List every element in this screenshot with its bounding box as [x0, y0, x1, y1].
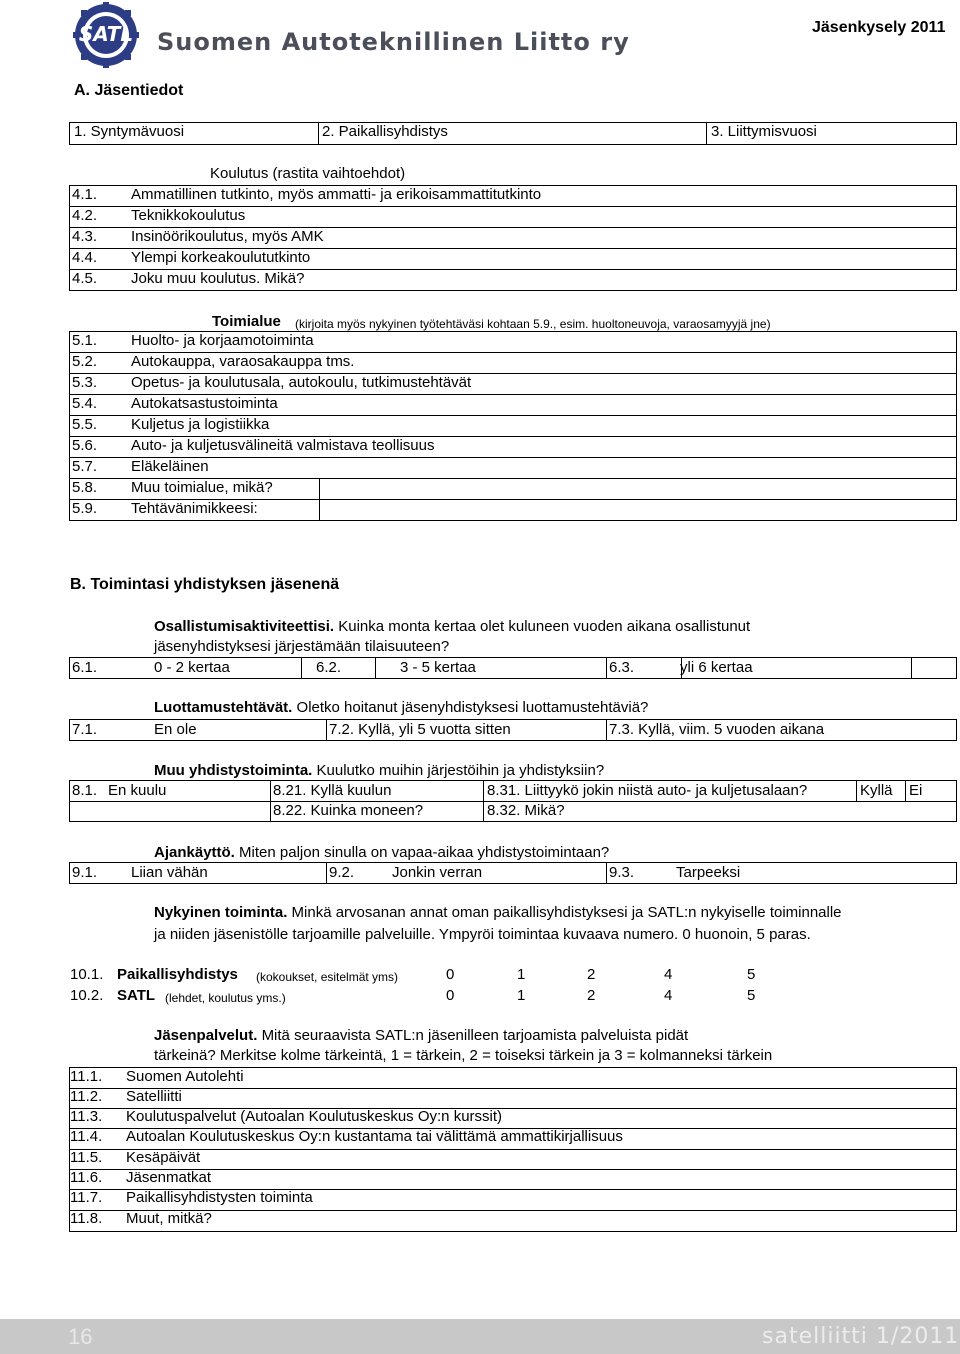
rating-row-num: 10.2.: [70, 987, 104, 1004]
service-item-num: 11.3.: [70, 1108, 103, 1125]
q8-yes[interactable]: Kyllä: [860, 782, 893, 799]
service-item-num: 11.7.: [70, 1189, 103, 1206]
service-item-label[interactable]: Autoalan Koulutuskeskus Oy:n kustantama tai välittämä ammattikirjallisuus: [126, 1128, 623, 1145]
education-item-label[interactable]: Insinöörikoulutus, myös AMK: [131, 228, 324, 245]
rating-option[interactable]: 5: [747, 966, 756, 983]
q8-opt31: 8.31. Liittyykö jokin niistä auto- ja kuljetusalaan?: [487, 782, 808, 799]
industry-item-num: 5.5.: [72, 416, 98, 433]
q7-opt3[interactable]: 7.3. Kyllä, viim. 5 vuoden aikana: [609, 721, 825, 738]
q6-opt1-label[interactable]: 0 - 2 kertaa: [154, 659, 230, 676]
q8-opt32[interactable]: 8.32. Mikä?: [487, 802, 565, 819]
q7-opt1[interactable]: En ole: [154, 721, 197, 738]
industry-item-label[interactable]: Kuljetus ja logistiikka: [131, 416, 270, 433]
industry-item-num: 5.1.: [72, 332, 98, 349]
industry-title: Toimialue: [212, 313, 281, 330]
rating-option[interactable]: 2: [587, 966, 596, 983]
q10-text: ja niiden jäsenistölle tarjoamille palveluille. Ympyröi toimintaa kuvaava numero. 0 huonoin, 5 paras.: [154, 926, 811, 943]
rating-option[interactable]: 1: [517, 966, 526, 983]
industry-item-num: 5.3.: [72, 374, 98, 391]
industry-item-num: 5.6.: [72, 437, 98, 454]
industry-note: (kirjoita myös nykyinen työtehtäväsi kohtaan 5.9., esim. huoltoneuvoja, varaosamyyjä jne): [295, 317, 771, 331]
service-item-num: 11.2.: [70, 1088, 103, 1105]
rating-option[interactable]: 1: [517, 987, 526, 1004]
local-association-field[interactable]: 2. Paikallisyhdistys: [322, 123, 448, 140]
rating-row-name: Paikallisyhdistys: [117, 966, 238, 983]
service-item-label[interactable]: Satelliitti: [126, 1088, 182, 1105]
q9-opt3-label[interactable]: Tarpeeksi: [676, 864, 741, 881]
q6-opt2-num: 6.2.: [316, 659, 342, 676]
industry-item-num: 5.9.: [72, 500, 98, 517]
section-a-heading: A. Jäsentiedot: [74, 82, 184, 99]
education-item-label[interactable]: Ylempi korkeakoulututkinto: [131, 249, 311, 266]
education-item-label[interactable]: Ammatillinen tutkinto, myös ammatti- ja erikoisammattitutkinto: [131, 186, 542, 203]
rating-row-note: (lehdet, koulutus yms.): [165, 991, 286, 1005]
q9-opt2-num: 9.2.: [329, 864, 355, 881]
q7-num: 7.1.: [72, 721, 98, 738]
education-item-num: 4.5.: [72, 270, 98, 287]
q8-no[interactable]: Ei: [909, 782, 923, 799]
rating-row-num: 10.1.: [70, 966, 104, 983]
industry-item-label[interactable]: Huolto- ja korjaamotoiminta: [131, 332, 314, 349]
q8-opt22[interactable]: 8.22. Kuinka moneen?: [273, 802, 424, 819]
q8-title: Muu yhdistystoiminta. Kuulutko muihin järjestöihin ja yhdistyksiin?: [154, 762, 605, 779]
service-item-label[interactable]: Kesäpäivät: [126, 1149, 201, 1166]
service-item-label[interactable]: Suomen Autolehti: [126, 1068, 244, 1085]
q6-text: jäsenyhdistyksesi järjestämään tilaisuuteen?: [154, 638, 450, 655]
survey-label: Jäsenkysely 2011: [812, 19, 946, 36]
basic-info-row: [69, 122, 957, 145]
industry-item-num: 5.7.: [72, 458, 98, 475]
rating-option[interactable]: 2: [587, 987, 596, 1004]
rating-option[interactable]: 4: [664, 987, 673, 1004]
industry-item-label[interactable]: Opetus- ja koulutusala, autokoulu, tutkimustehtävät: [131, 374, 472, 391]
education-item-num: 4.2.: [72, 207, 98, 224]
service-item-num: 11.5.: [70, 1149, 103, 1166]
satl-logo: [68, 2, 144, 68]
q6-opt1-num: 6.1.: [72, 659, 98, 676]
service-item-label[interactable]: Jäsenmatkat: [126, 1169, 212, 1186]
q6-title: Osallistumisaktiviteettisi. Kuinka monta kertaa olet kuluneen vuoden aikana osallistunut: [154, 618, 751, 635]
rating-option[interactable]: 5: [747, 987, 756, 1004]
q7-title: Luottamustehtävät. Oletko hoitanut jäsenyhdistyksesi luottamustehtäviä?: [154, 699, 649, 716]
service-item-num: 11.6.: [70, 1169, 103, 1186]
q6-opt2-label[interactable]: 3 - 5 kertaa: [400, 659, 476, 676]
q11-title: Jäsenpalvelut. Mitä seuraavista SATL:n jäsenilleen tarjoamista palveluista pidät: [154, 1027, 689, 1044]
education-title: Koulutus (rastita vaihtoehdot): [210, 165, 406, 182]
q10-title: Nykyinen toiminta. Minkä arvosanan annat oman paikallisyhdistyksesi ja SATL:n nykyiselle toiminnalle: [154, 904, 842, 921]
q9-opt1-num: 9.1.: [72, 864, 98, 881]
service-item-label[interactable]: Koulutuspalvelut (Autoalan Koulutuskeskus Oy:n kurssit): [126, 1108, 503, 1125]
industry-item-label[interactable]: Auto- ja kuljetusvälineitä valmistava teollisuus: [131, 437, 435, 454]
header-title: Suomen Autoteknillinen Liitto ry: [157, 28, 630, 56]
q6-opt3-num: 6.3.: [609, 659, 635, 676]
joining-year-field[interactable]: 3. Liittymisvuosi: [711, 123, 817, 140]
service-item-num: 11.1.: [70, 1068, 103, 1085]
q9-opt3-num: 9.3.: [609, 864, 635, 881]
education-item-label[interactable]: Joku muu koulutus. Mikä?: [131, 270, 305, 287]
q8-opt1[interactable]: En kuulu: [108, 782, 167, 799]
q7-opt2[interactable]: 7.2. Kyllä, yli 5 vuotta sitten: [329, 721, 511, 738]
industry-item-num: 5.8.: [72, 479, 98, 496]
industry-item-label[interactable]: Eläkeläinen: [131, 458, 209, 475]
industry-item-label[interactable]: Autokatsastustoiminta: [131, 395, 278, 412]
issue-label: satelliitti 1/2011: [762, 1324, 960, 1349]
rating-option[interactable]: 0: [446, 966, 455, 983]
rating-option[interactable]: 4: [664, 966, 673, 983]
education-item-num: 4.1.: [72, 186, 98, 203]
industry-item-num: 5.2.: [72, 353, 98, 370]
rating-row-name: SATL: [117, 987, 156, 1004]
education-item-num: 4.4.: [72, 249, 98, 266]
q9-opt1-label[interactable]: Liian vähän: [131, 864, 208, 881]
rating-option[interactable]: 0: [446, 987, 455, 1004]
education-item-num: 4.3.: [72, 228, 98, 245]
service-item-label[interactable]: Muut, mitkä?: [126, 1210, 212, 1227]
industry-item-label[interactable]: Muu toimialue, mikä?: [131, 479, 273, 496]
q8-opt21[interactable]: 8.21. Kyllä kuulun: [273, 782, 392, 799]
industry-item-num: 5.4.: [72, 395, 98, 412]
education-item-label[interactable]: Teknikkokoulutus: [131, 207, 246, 224]
industry-item-label[interactable]: Tehtävänimikkeesi:: [131, 500, 258, 517]
q8-num: 8.1.: [72, 782, 98, 799]
q9-title: Ajankäyttö. Miten paljon sinulla on vapaa-aikaa yhdistystoimintaan?: [154, 844, 610, 861]
logo-text: SATL: [78, 22, 134, 46]
page-number: 16: [68, 1324, 93, 1349]
service-item-num: 11.8.: [70, 1210, 103, 1227]
q9-opt2-label[interactable]: Jonkin verran: [392, 864, 483, 881]
rating-row-note: (kokoukset, esitelmät yms): [256, 970, 399, 984]
birth-year-field[interactable]: 1. Syntymävuosi: [74, 123, 185, 140]
service-item-label[interactable]: Paikallisyhdistysten toiminta: [126, 1189, 313, 1206]
service-item-num: 11.4.: [70, 1128, 103, 1145]
q6-opt3-label[interactable]: yli 6 kertaa: [680, 659, 753, 676]
section-b-heading: B. Toimintasi yhdistyksen jäsenenä: [70, 576, 340, 593]
industry-item-label[interactable]: Autokauppa, varaosakauppa tms.: [131, 353, 355, 370]
q11-text: tärkeinä? Merkitse kolme tärkeintä, 1 = tärkein, 2 = toiseksi tärkein ja 3 = kolmanneksi tärkein: [154, 1047, 773, 1064]
